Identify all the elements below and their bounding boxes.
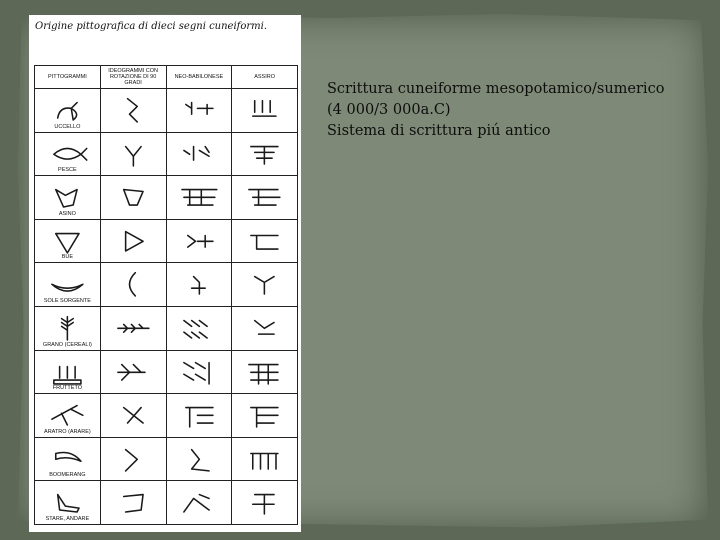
sign-ideogramma-sketch	[101, 394, 166, 437]
sign-stroke	[191, 449, 208, 470]
sign-stroke	[251, 146, 278, 163]
sign-assiro-sketch	[232, 220, 297, 263]
sign-ideogramma-sketch	[101, 133, 166, 176]
table-cell-ideogramma	[100, 89, 166, 133]
table-row	[35, 132, 298, 176]
table-cell-ideogramma	[100, 306, 166, 350]
table-cell-neo-babilonese	[166, 437, 232, 481]
sign-assiro-sketch	[232, 133, 297, 176]
table-cell-assiro	[232, 219, 298, 263]
sign-stroke	[54, 148, 87, 160]
table-cell-assiro	[232, 89, 298, 133]
sign-neo-babilonese-sketch	[167, 394, 232, 437]
sign-stroke	[255, 277, 274, 294]
table-cell-pittogramma	[35, 176, 101, 220]
table-cell-assiro	[232, 350, 298, 394]
sign-ideogramma-sketch	[101, 176, 166, 219]
table-row	[35, 219, 298, 263]
cuneiform-table	[34, 65, 298, 525]
table-cell-neo-babilonese	[166, 176, 232, 220]
caption-line-1: Scrittura cuneiforme mesopotamico/sumerico	[327, 81, 665, 97]
table-header-row	[35, 66, 298, 89]
table-cell-pittogramma	[35, 350, 101, 394]
sign-neo-babilonese-sketch	[167, 438, 232, 481]
table-cell-neo-babilonese	[166, 89, 232, 133]
sign-assiro-sketch	[232, 176, 297, 219]
sign-neo-babilonese-sketch	[167, 220, 232, 263]
table-cell-assiro	[232, 306, 298, 350]
caption-line-3: Sistema di scrittura piú antico	[327, 123, 551, 139]
sign-neo-babilonese-sketch	[167, 263, 232, 306]
table-cell-neo-babilonese	[166, 219, 232, 263]
sign-stroke	[123, 408, 142, 423]
table-row	[35, 481, 298, 525]
document-title: Origine pittografica di dieci segni cuneiformi.	[35, 21, 268, 32]
table-cell-ideogramma	[100, 437, 166, 481]
pictogram-label: SOLE SORGENTE	[43, 297, 91, 304]
table-cell-pittogramma	[35, 219, 101, 263]
table-cell-assiro	[232, 176, 298, 220]
table-cell-neo-babilonese	[166, 481, 232, 525]
table-cell-ideogramma	[100, 481, 166, 525]
pictogram-label: ASINO	[58, 210, 76, 217]
sign-stroke	[127, 99, 137, 122]
sign-stroke	[125, 449, 137, 470]
caption-line-2: (4 000/3 000a.C)	[327, 102, 451, 118]
sign-stroke	[56, 233, 79, 252]
sign-ideogramma-sketch	[101, 220, 166, 263]
sign-neo-babilonese-sketch	[167, 133, 232, 176]
sign-ideogramma-sketch	[101, 263, 166, 306]
sign-stroke	[253, 101, 276, 116]
table-cell-neo-babilonese	[166, 132, 232, 176]
table-cell-assiro	[232, 481, 298, 525]
pictogram-label: FRUTTETO	[52, 385, 82, 392]
table-cell-neo-babilonese	[166, 306, 232, 350]
sign-stroke	[125, 231, 142, 250]
pictogram-label: BUE	[61, 254, 74, 261]
pictogram-label: BOOMERANG	[49, 472, 86, 479]
scanned-document	[29, 15, 301, 532]
sign-ideogramma-sketch	[101, 89, 166, 132]
sign-stroke	[56, 190, 77, 207]
caption-text	[327, 79, 664, 142]
sign-stroke	[183, 495, 208, 512]
sign-stroke	[251, 453, 278, 468]
table-cell-neo-babilonese	[166, 394, 232, 438]
sign-stroke	[249, 364, 278, 383]
table-cell-ideogramma	[100, 132, 166, 176]
table-row	[35, 306, 298, 350]
pictogram-label: ARATRO (ARARE)	[44, 428, 91, 435]
table-cell-pittogramma	[35, 132, 101, 176]
sign-ideogramma-sketch	[101, 351, 166, 394]
sign-assiro-sketch	[232, 394, 297, 437]
table-row	[35, 394, 298, 438]
sign-stroke	[249, 190, 280, 205]
table-row	[35, 350, 298, 394]
sign-assiro-sketch	[232, 263, 297, 306]
table-row	[35, 437, 298, 481]
table-cell-pittogramma	[35, 481, 101, 525]
sign-neo-babilonese-sketch	[167, 351, 232, 394]
sign-ideogramma-sketch	[101, 438, 166, 481]
table-cell-assiro	[232, 394, 298, 438]
sign-stroke	[58, 495, 79, 512]
sign-stroke	[62, 317, 74, 340]
sign-stroke	[191, 277, 205, 294]
sign-stroke	[185, 103, 212, 115]
column-header-pittogrammi: PITTOGRAMMI	[35, 66, 101, 89]
table-cell-ideogramma	[100, 176, 166, 220]
sign-neo-babilonese-sketch	[167, 481, 232, 524]
table-cell-ideogramma	[100, 263, 166, 307]
sign-stroke	[255, 321, 274, 335]
sign-stroke	[52, 285, 83, 292]
table-row	[35, 89, 298, 133]
sign-stroke	[118, 364, 145, 379]
table-cell-pittogramma	[35, 306, 101, 350]
table-cell-ideogramma	[100, 394, 166, 438]
table-cell-pittogramma	[35, 89, 101, 133]
table-row	[35, 263, 298, 307]
sign-stroke	[125, 146, 140, 165]
sign-stroke	[123, 495, 142, 512]
column-header-neo-babilonese: NEO-BABILONESE	[166, 66, 232, 89]
sign-stroke	[129, 273, 135, 296]
sign-stroke	[56, 452, 81, 461]
table-cell-assiro	[232, 132, 298, 176]
table-row	[35, 176, 298, 220]
sign-ideogramma-sketch	[101, 481, 166, 524]
table-cell-neo-babilonese	[166, 263, 232, 307]
table-cell-ideogramma	[100, 350, 166, 394]
table-cell-pittogramma	[35, 394, 101, 438]
sign-neo-babilonese-sketch	[167, 176, 232, 219]
table-cell-assiro	[232, 437, 298, 481]
sign-stroke	[181, 190, 216, 205]
sign-stroke	[183, 146, 208, 160]
sign-stroke	[52, 406, 83, 425]
pictogram-label: PESCE	[58, 167, 77, 174]
pictogram-label: GRANO (CEREALI)	[42, 341, 92, 348]
column-header-ideogrammi: IDEOGRAMMI CON ROTAZIONE DI 90 GRADI	[100, 66, 166, 89]
sign-stroke	[187, 235, 212, 247]
sign-assiro-sketch	[232, 307, 297, 350]
sign-neo-babilonese-sketch	[167, 89, 232, 132]
sign-stroke	[185, 408, 212, 427]
sign-stroke	[183, 321, 206, 338]
sign-assiro-sketch	[232, 89, 297, 132]
sign-neo-babilonese-sketch	[167, 307, 232, 350]
sign-ideogramma-sketch	[101, 307, 166, 350]
table-cell-neo-babilonese	[166, 350, 232, 394]
pictogram-label: STARE, ANDARE	[45, 515, 90, 522]
table-cell-ideogramma	[100, 219, 166, 263]
sign-assiro-sketch	[232, 481, 297, 524]
sign-stroke	[58, 103, 77, 120]
table-cell-pittogramma	[35, 437, 101, 481]
sign-assiro-sketch	[232, 351, 297, 394]
sign-assiro-sketch	[232, 438, 297, 481]
sign-stroke	[123, 190, 142, 205]
sign-stroke	[251, 408, 278, 427]
sign-stroke	[54, 366, 81, 383]
sign-stroke	[118, 324, 149, 332]
pictogram-label: UCCELLO	[54, 123, 81, 130]
sign-stroke	[251, 235, 278, 249]
sign-stroke	[253, 495, 274, 514]
column-header-assiro: ASSIRO	[232, 66, 298, 89]
sign-stroke	[183, 362, 208, 383]
table-cell-pittogramma	[35, 263, 101, 307]
table-cell-assiro	[232, 263, 298, 307]
